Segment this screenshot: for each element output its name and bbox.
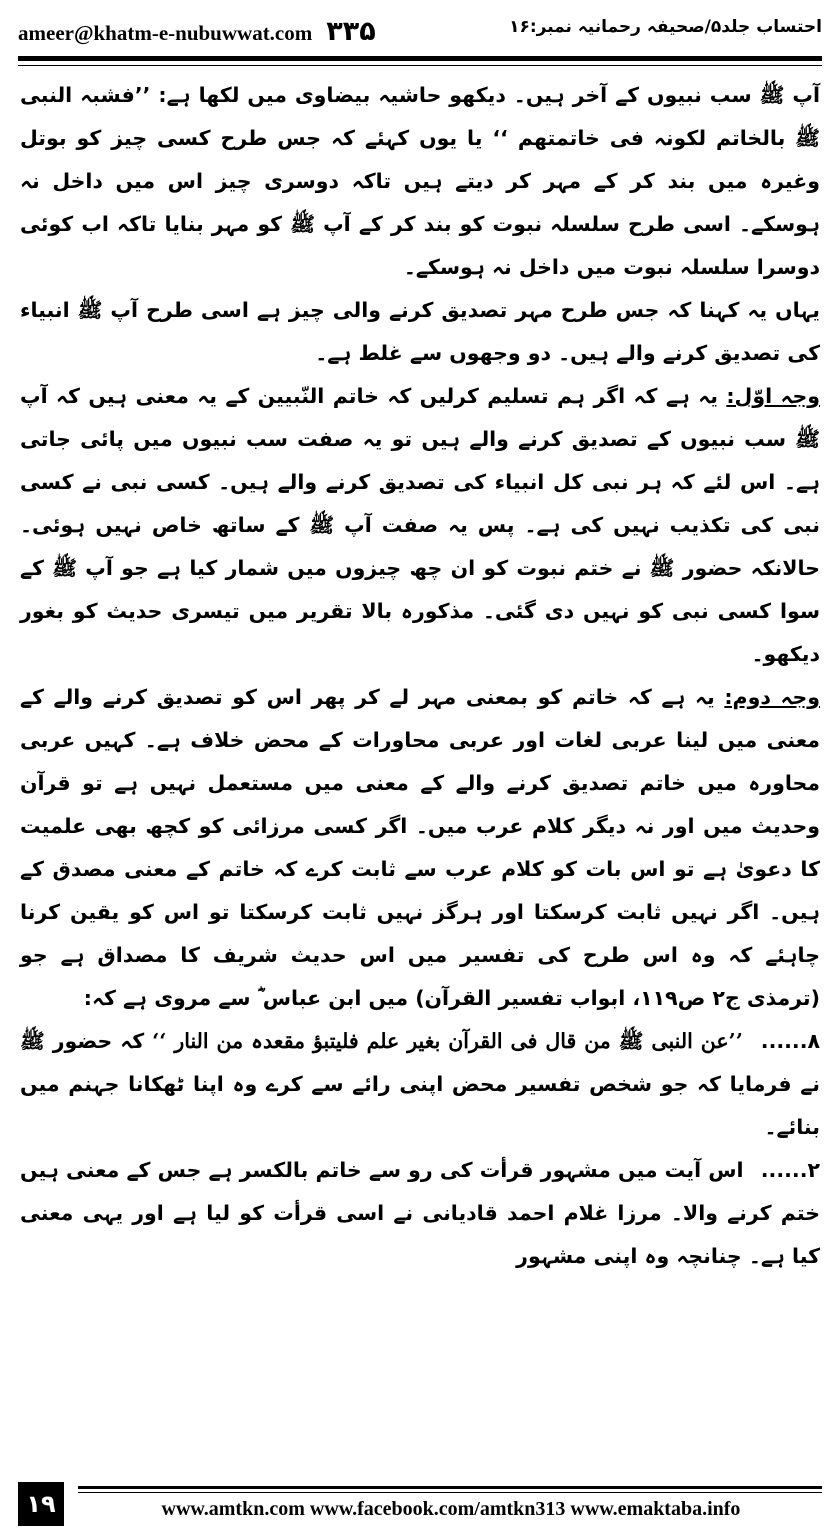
paragraph-5 (20, 1020, 820, 1149)
footer-page-number: ۱۹ (18, 1482, 64, 1526)
paragraph-4 (20, 676, 820, 1020)
footer-rule-thick (78, 1486, 822, 1489)
paragraph-1: آپ ﷺ سب نبیوں کے آخر ہیں۔ دیکھو حاشیہ بیضاوی میں لکھا ہے: ’’فشبہ النبی ﷺ بالخاتم لکونہ فی خاتمتھم ‘‘ یا یوں کہئے کہ جس طرح کسی چیز کو بوتل وغیرہ میں بند کر کے مہر کر دیتے ہیں تاکہ دوسری چیز اس میں داخل نہ ہوسکے۔ اسی طرح سلسلہ نبوت کو بند کر کے آپ ﷺ کو مہر بنایا تاکہ اب کوئی دوسرا سلسلہ نبوت میں داخل نہ ہوسکے۔ (20, 83, 820, 279)
header-rule-thin (18, 65, 822, 66)
section-label-second-reason: وجہ دوم: (724, 685, 820, 709)
paragraph-5-text: کہ حضور ﷺ نے فرمایا کہ جو شخص تفسیر محض اپنی رائے سے کرے وہ اپنا ٹھکانا جہنم میں بنائے۔ (20, 1029, 820, 1139)
page-footer (18, 1482, 822, 1530)
paragraph-4-text: یہ ہے کہ خاتم کو بمعنی مہر لے کر پھر اس کو تصدیق کرنے والے کے معنی میں لینا عربی لغات اور عربی محاورات کے محض خلاف ہے۔ کہیں عربی محاورہ میں خاتم تصدیق کرنے والے کے معنی میں مستعمل نہیں ہے تو قرآن وحدیث میں اور نہ دیگر کلام عرب میں۔ اگر کسی مرزائی کو کچھ بھی علمیت کا دعویٰ ہے تو اس بات کو کلام عرب سے ثابت کرے کہ خاتم کے معنی مصدق کے ہیں۔ اگر نہیں ثابت کرسکتا اور ہرگز نہیں ثابت کرسکتا تو اس کو یقین کرنا چاہئے کہ وہ اس طرح کی تفسیر میں اس حدیث شریف کا مصداق ہے جو (ترمذی ج۲ ص۱۱۹، ابواب تفسیر القرآن) میں ابن عباس ؓ سے مروی ہے کہ: (20, 685, 820, 1010)
paragraph-3 (20, 375, 820, 676)
item-number-8: ۸...... (760, 1029, 821, 1053)
paragraph-6 (20, 1149, 820, 1278)
paragraph-6-text: اس آیت میں مشہور قرأت کی رو سے خاتم بالکسر ہے جس کے معنی ہیں ختم کرنے والا۔ مرزا غلام احمد قادیانی نے اسی قرأت کو لیا ہے اور یہی معنی کیا ہے۔ چنانچہ وہ اپنی مشہور (20, 1158, 820, 1268)
page-body (20, 74, 820, 1464)
hadith-arabic-quote: ’’عن النبی ﷺ من قال فی القرآن بغیر علم فلیتبؤ مقعدہ من النار ‘‘ (152, 1029, 743, 1053)
footer-rule-thin (78, 1492, 822, 1493)
footer-website-links[interactable]: www.amtkn.com www.facebook.com/amtkn313 www.emaktaba.info (161, 1498, 741, 1520)
page-header (18, 8, 822, 52)
item-number-2: ۲...... (760, 1158, 820, 1182)
header-email[interactable]: ameer@khatm-e-nubuwwat.com (18, 21, 313, 45)
header-book-reference: احتساب جلد۵/صحیفہ رحمانیہ نمبر:۱۶ (509, 17, 822, 37)
header-left (18, 16, 376, 47)
section-label-first-reason: وجہ اوّل: (726, 384, 821, 408)
paragraph-3-text: یہ ہے کہ اگر ہم تسلیم کرلیں کہ خاتم النّبیین کے یہ معنی ہیں کہ آپ ﷺ سب نبیوں کے تصدیق کرنے والے ہیں تو یہ صفت سب نبیوں میں پائی جاتی ہے۔ اس لئے کہ ہر نبی کل انبیاء کی تصدیق کرنے والے ہیں۔ کسی نبی نے کسی نبی کی تکذیب نہیں کی ہے۔ پس یہ صفت آپ ﷺ کے ساتھ خاص نہیں ہوئی۔ حالانکہ حضور ﷺ نے ختم نبوت کو ان چھ چیزوں میں شمار کیا ہے جو آپ ﷺ کے سوا کسی نبی کو نہیں دی گئی۔ مذکورہ بالا تقریر میں تیسری حدیث کو بغور دیکھو۔ (20, 384, 820, 666)
header-page-number: ۳۳۵ (326, 16, 376, 47)
paragraph-2: یہاں یہ کہنا کہ جس طرح مہر تصدیق کرنے والی چیز ہے اسی طرح آپ ﷺ انبیاء کی تصدیق کرنے والے ہیں۔ دو وجھوں سے غلط ہے۔ (20, 298, 820, 365)
header-rule-thick (18, 56, 822, 61)
